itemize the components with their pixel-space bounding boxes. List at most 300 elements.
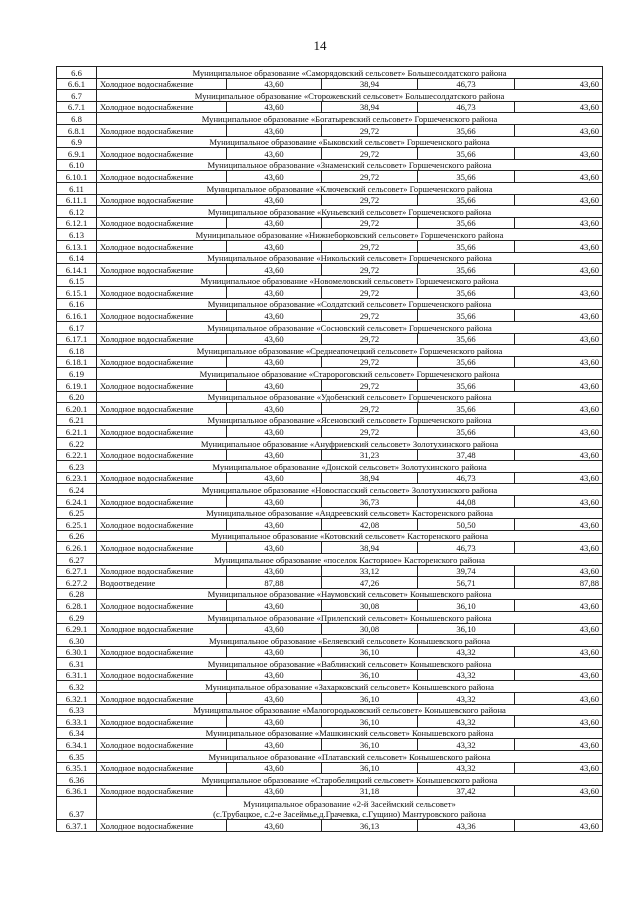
tariff-value-4: 87,88	[515, 577, 603, 589]
tariff-value-4: 43,60	[515, 565, 603, 577]
tariff-value-1: 43,60	[227, 820, 322, 832]
tariff-value-3: 35,66	[418, 403, 515, 415]
tariff-value-2: 29,72	[322, 124, 418, 136]
tariff-row	[57, 542, 603, 554]
tariff-value-4: 43,60	[515, 403, 603, 415]
row-number: 6.11	[57, 182, 97, 194]
service-name: Холодное водоснабжение	[97, 693, 227, 705]
municipality-name: Муниципальное образование «Быковский сельсовет» Горшеченского района	[97, 136, 603, 148]
municipality-row	[57, 588, 603, 600]
tariff-value-4: 43,60	[515, 739, 603, 751]
tariff-value-3: 43,32	[418, 762, 515, 774]
tariff-value-1: 43,60	[227, 101, 322, 113]
service-name: Холодное водоснабжение	[97, 472, 227, 484]
tariff-value-2: 31,23	[322, 449, 418, 461]
municipality-row	[57, 635, 603, 647]
tariff-value-1: 43,60	[227, 78, 322, 90]
tariff-value-1: 43,60	[227, 403, 322, 415]
tariff-value-1: 43,60	[227, 449, 322, 461]
tariff-value-1: 43,60	[227, 600, 322, 612]
municipality-name: Муниципальное образование «Ануфриевский сельсовет» Золотухинского района	[97, 438, 603, 450]
service-name: Холодное водоснабжение	[97, 542, 227, 554]
row-number: 6.32	[57, 681, 97, 693]
tariff-value-1: 43,60	[227, 519, 322, 531]
service-name: Холодное водоснабжение	[97, 785, 227, 797]
tariff-value-4: 43,60	[515, 194, 603, 206]
municipality-row	[57, 774, 603, 786]
tariff-value-3: 35,66	[418, 380, 515, 392]
row-number: 6.11.1	[57, 194, 97, 206]
municipality-row	[57, 345, 603, 357]
municipality-row	[57, 298, 603, 310]
tariff-value-1: 43,60	[227, 762, 322, 774]
tariff-value-3: 35,66	[418, 356, 515, 368]
row-number: 6.17	[57, 322, 97, 334]
tariff-value-1: 43,60	[227, 287, 322, 299]
row-number: 6.16.1	[57, 310, 97, 322]
row-number: 6.34.1	[57, 739, 97, 751]
row-number: 6.33	[57, 704, 97, 716]
page-number: 14	[313, 38, 327, 53]
tariff-value-1: 43,60	[227, 785, 322, 797]
row-number: 6.27.2	[57, 577, 97, 589]
service-name: Холодное водоснабжение	[97, 101, 227, 113]
row-number: 6.8	[57, 113, 97, 125]
tariff-value-2: 29,72	[322, 194, 418, 206]
service-name: Холодное водоснабжение	[97, 739, 227, 751]
tariff-value-4: 43,60	[515, 356, 603, 368]
tariff-value-3: 43,36	[418, 820, 515, 832]
municipality-name: Муниципальное образование «Старобелицкий сельсовет» Конышевского района	[97, 774, 603, 786]
tariff-row	[57, 762, 603, 774]
tariff-row	[57, 472, 603, 484]
tariff-row	[57, 217, 603, 229]
tariff-value-1: 43,60	[227, 716, 322, 728]
tariff-value-1: 43,60	[227, 739, 322, 751]
tariff-row	[57, 310, 603, 322]
tariff-value-2: 29,72	[322, 287, 418, 299]
municipality-row	[57, 797, 603, 820]
tariff-value-4: 43,60	[515, 310, 603, 322]
tariff-value-1: 43,60	[227, 171, 322, 183]
row-number: 6.10.1	[57, 171, 97, 183]
municipality-name: Муниципальное образование «Андреевский сельсовет» Касторенского района	[97, 507, 603, 519]
row-number: 6.7	[57, 90, 97, 102]
tariff-value-4: 43,60	[515, 148, 603, 160]
municipality-row	[57, 461, 603, 473]
tariff-value-4: 43,60	[515, 287, 603, 299]
service-name: Холодное водоснабжение	[97, 519, 227, 531]
tariff-row	[57, 565, 603, 577]
tariff-value-4: 43,60	[515, 171, 603, 183]
tariff-value-1: 87,88	[227, 577, 322, 589]
municipality-name: Муниципальное образование «Малогородьковский сельсовет» Конышевского района	[97, 704, 603, 716]
row-number: 6.34	[57, 727, 97, 739]
municipality-name: Муниципальное образование «Сторожевский сельсовет» Большесолдатского района	[97, 90, 603, 102]
municipality-row	[57, 275, 603, 287]
tariff-value-4: 43,60	[515, 217, 603, 229]
municipality-row	[57, 322, 603, 334]
row-number: 6.16	[57, 298, 97, 310]
municipality-name: Муниципальное образование «Знаменский сельсовет» Горшеченского района	[97, 159, 603, 171]
tariff-value-3: 35,66	[418, 148, 515, 160]
tariff-row	[57, 426, 603, 438]
service-name: Холодное водоснабжение	[97, 356, 227, 368]
row-number: 6.20	[57, 391, 97, 403]
tariff-value-3: 39,74	[418, 565, 515, 577]
row-number: 6.22.1	[57, 449, 97, 461]
tariff-value-4: 43,60	[515, 669, 603, 681]
municipality-row	[57, 368, 603, 380]
row-number: 6.27.1	[57, 565, 97, 577]
tariff-row	[57, 403, 603, 415]
tariff-value-2: 36,10	[322, 739, 418, 751]
tariff-value-4: 43,60	[515, 623, 603, 635]
tariff-value-2: 36,73	[322, 495, 418, 507]
tariff-value-3: 43,32	[418, 693, 515, 705]
municipality-row	[57, 90, 603, 102]
municipality-name	[97, 797, 603, 820]
tariff-value-1: 43,60	[227, 623, 322, 635]
municipality-row	[57, 611, 603, 623]
municipality-row	[57, 113, 603, 125]
row-number: 6.31	[57, 658, 97, 670]
tariff-value-2: 29,72	[322, 333, 418, 345]
municipality-name: Муниципальное образование «Саморядовский сельсовет» Большесолдатского района	[97, 67, 603, 79]
row-number: 6.17.1	[57, 333, 97, 345]
tariff-value-2: 29,72	[322, 171, 418, 183]
municipality-name: Муниципальное образование «Новомеловский сельсовет» Горшеченского района	[97, 275, 603, 287]
municipality-name: Муниципальное образование «Ясеновский сельсовет» Горшеченского района	[97, 414, 603, 426]
tariff-value-4: 43,60	[515, 785, 603, 797]
row-number: 6.14	[57, 252, 97, 264]
municipality-name: Муниципальное образование «Ваблинский сельсовет» Конышевского района	[97, 658, 603, 670]
tariff-value-3: 35,66	[418, 287, 515, 299]
row-number: 6.19.1	[57, 380, 97, 392]
municipality-name: Муниципальное образование «Захарковский сельсовет» Конышевского района	[97, 681, 603, 693]
tariff-value-3: 43,32	[418, 739, 515, 751]
tariff-row	[57, 287, 603, 299]
tariff-value-1: 43,60	[227, 693, 322, 705]
tariff-value-4: 43,60	[515, 600, 603, 612]
service-name: Холодное водоснабжение	[97, 646, 227, 658]
tariff-value-3: 46,73	[418, 542, 515, 554]
municipality-name-line1: Муниципальное образование «2-й Засеймский сельсовет»	[243, 799, 456, 810]
row-number: 6.24.1	[57, 495, 97, 507]
tariff-value-1: 43,60	[227, 542, 322, 554]
tariff-table	[56, 66, 603, 832]
municipality-name: Муниципальное образование «Сосновский сельсовет» Горшеченского района	[97, 322, 603, 334]
row-number: 6.15.1	[57, 287, 97, 299]
tariff-value-1: 43,60	[227, 380, 322, 392]
tariff-value-3: 35,66	[418, 240, 515, 252]
tariff-value-3: 37,48	[418, 449, 515, 461]
tariff-value-2: 31,18	[322, 785, 418, 797]
tariff-row	[57, 600, 603, 612]
tariff-value-4: 43,60	[515, 449, 603, 461]
municipality-name: Муниципальное образование «Платавский сельсовет» Конышевского района	[97, 751, 603, 763]
tariff-row	[57, 820, 603, 832]
tariff-value-3: 35,66	[418, 217, 515, 229]
row-number: 6.24	[57, 484, 97, 496]
row-number: 6.13.1	[57, 240, 97, 252]
tariff-value-2: 29,72	[322, 403, 418, 415]
tariff-value-2: 33,12	[322, 565, 418, 577]
tariff-value-4: 43,60	[515, 495, 603, 507]
municipality-row	[57, 229, 603, 241]
tariff-row	[57, 101, 603, 113]
municipality-name: Муниципальное образование «Беляевский сельсовет» Конышевского района	[97, 635, 603, 647]
tariff-row	[57, 380, 603, 392]
tariff-value-4: 43,60	[515, 124, 603, 136]
municipality-name: Муниципальное образование «Нижнеборковский сельсовет» Горшеченского района	[97, 229, 603, 241]
service-name: Холодное водоснабжение	[97, 171, 227, 183]
tariff-value-2: 30,08	[322, 623, 418, 635]
municipality-row	[57, 182, 603, 194]
municipality-row	[57, 136, 603, 148]
tariff-value-2: 36,10	[322, 693, 418, 705]
tariff-value-3: 35,66	[418, 124, 515, 136]
service-name: Холодное водоснабжение	[97, 623, 227, 635]
municipality-row	[57, 727, 603, 739]
municipality-name: Муниципальное образование «Котовский сельсовет» Касторенского района	[97, 530, 603, 542]
tariff-value-4: 43,60	[515, 101, 603, 113]
municipality-row	[57, 414, 603, 426]
tariff-row	[57, 171, 603, 183]
row-number: 6.37	[57, 797, 97, 820]
tariff-value-3: 43,32	[418, 716, 515, 728]
row-number: 6.6.1	[57, 78, 97, 90]
tariff-row	[57, 739, 603, 751]
tariff-value-4: 43,60	[515, 693, 603, 705]
service-name: Холодное водоснабжение	[97, 194, 227, 206]
tariff-value-1: 43,60	[227, 565, 322, 577]
tariff-value-4: 43,60	[515, 78, 603, 90]
tariff-value-3: 36,10	[418, 600, 515, 612]
municipality-row	[57, 507, 603, 519]
municipality-name: Муниципальное образование «Богатыревский сельсовет» Горшеченского района	[97, 113, 603, 125]
row-number: 6.37.1	[57, 820, 97, 832]
tariff-value-2: 47,26	[322, 577, 418, 589]
tariff-value-3: 35,66	[418, 264, 515, 276]
tariff-value-2: 38,94	[322, 542, 418, 554]
service-name: Холодное водоснабжение	[97, 287, 227, 299]
tariff-row	[57, 693, 603, 705]
service-name: Холодное водоснабжение	[97, 716, 227, 728]
municipality-name: Муниципальное образование «поселок Касторное» Касторенского района	[97, 553, 603, 565]
row-number: 6.23.1	[57, 472, 97, 484]
tariff-value-1: 43,60	[227, 264, 322, 276]
tariff-value-2: 29,72	[322, 380, 418, 392]
row-number: 6.8.1	[57, 124, 97, 136]
municipality-row	[57, 681, 603, 693]
row-number: 6.6	[57, 67, 97, 79]
municipality-row	[57, 484, 603, 496]
tariff-row	[57, 78, 603, 90]
service-name: Холодное водоснабжение	[97, 310, 227, 322]
tariff-value-1: 43,60	[227, 646, 322, 658]
tariff-row	[57, 646, 603, 658]
row-number: 6.36	[57, 774, 97, 786]
municipality-name: Муниципальное образование «Донской сельсовет» Золотухинского района	[97, 461, 603, 473]
row-number: 6.14.1	[57, 264, 97, 276]
tariff-value-2: 29,72	[322, 148, 418, 160]
tariff-row	[57, 519, 603, 531]
row-number: 6.7.1	[57, 101, 97, 113]
municipality-row	[57, 553, 603, 565]
tariff-row	[57, 240, 603, 252]
row-number: 6.9	[57, 136, 97, 148]
row-number: 6.28.1	[57, 600, 97, 612]
row-number: 6.22	[57, 438, 97, 450]
tariff-value-1: 43,60	[227, 495, 322, 507]
tariff-value-3: 36,10	[418, 623, 515, 635]
tariff-value-4: 43,60	[515, 472, 603, 484]
row-number: 6.15	[57, 275, 97, 287]
tariff-value-2: 36,10	[322, 669, 418, 681]
municipality-row	[57, 391, 603, 403]
row-number: 6.30	[57, 635, 97, 647]
tariff-value-2: 29,72	[322, 217, 418, 229]
tariff-row	[57, 124, 603, 136]
service-name: Холодное водоснабжение	[97, 124, 227, 136]
tariff-value-4: 43,60	[515, 240, 603, 252]
tariff-row	[57, 577, 603, 589]
tariff-row	[57, 669, 603, 681]
municipality-row	[57, 704, 603, 716]
row-number: 6.13	[57, 229, 97, 241]
tariff-value-2: 29,72	[322, 310, 418, 322]
row-number: 6.23	[57, 461, 97, 473]
service-name: Холодное водоснабжение	[97, 820, 227, 832]
tariff-value-2: 36,10	[322, 762, 418, 774]
row-number: 6.10	[57, 159, 97, 171]
tariff-value-2: 36,13	[322, 820, 418, 832]
row-number: 6.27	[57, 553, 97, 565]
municipality-name: Муниципальное образование «Машкинский сельсовет» Конышевского района	[97, 727, 603, 739]
municipality-row	[57, 751, 603, 763]
row-number: 6.21	[57, 414, 97, 426]
row-number: 6.26.1	[57, 542, 97, 554]
tariff-value-1: 43,60	[227, 472, 322, 484]
row-number: 6.20.1	[57, 403, 97, 415]
service-name: Холодное водоснабжение	[97, 148, 227, 160]
municipality-name: Муниципальное образование «Старороговский сельсовет» Горшеченского района	[97, 368, 603, 380]
tariff-value-2: 29,72	[322, 426, 418, 438]
tariff-value-3: 35,66	[418, 171, 515, 183]
municipality-row	[57, 67, 603, 79]
service-name: Холодное водоснабжение	[97, 762, 227, 774]
row-number: 6.18.1	[57, 356, 97, 368]
tariff-row	[57, 495, 603, 507]
tariff-value-2: 29,72	[322, 356, 418, 368]
row-number: 6.12.1	[57, 217, 97, 229]
tariff-value-4: 43,60	[515, 542, 603, 554]
tariff-value-1: 43,60	[227, 333, 322, 345]
service-name: Холодное водоснабжение	[97, 669, 227, 681]
municipality-name: Муниципальное образование «Среднеапочецкий сельсовет» Горшеченского района	[97, 345, 603, 357]
row-number: 6.25	[57, 507, 97, 519]
tariff-row	[57, 356, 603, 368]
tariff-value-1: 43,60	[227, 217, 322, 229]
tariff-value-4: 43,60	[515, 646, 603, 658]
tariff-value-2: 38,94	[322, 101, 418, 113]
service-name: Холодное водоснабжение	[97, 240, 227, 252]
tariff-value-3: 46,73	[418, 101, 515, 113]
row-number: 6.35	[57, 751, 97, 763]
municipality-name: Муниципальное образование «Ключевский сельсовет» Горшеченского района	[97, 182, 603, 194]
tariff-value-3: 43,32	[418, 669, 515, 681]
service-name: Водоотведение	[97, 577, 227, 589]
tariff-value-2: 29,72	[322, 264, 418, 276]
row-number: 6.29	[57, 611, 97, 623]
tariff-value-3: 50,50	[418, 519, 515, 531]
tariff-value-2: 36,10	[322, 716, 418, 728]
service-name: Холодное водоснабжение	[97, 495, 227, 507]
tariff-value-1: 43,60	[227, 310, 322, 322]
tariff-row	[57, 148, 603, 160]
tariff-row	[57, 623, 603, 635]
row-number: 6.31.1	[57, 669, 97, 681]
row-number: 6.32.1	[57, 693, 97, 705]
tariff-value-3: 44,08	[418, 495, 515, 507]
service-name: Холодное водоснабжение	[97, 449, 227, 461]
tariff-value-4: 43,60	[515, 820, 603, 832]
municipality-name: Муниципальное образование «Новоспасский сельсовет» Золотухинского района	[97, 484, 603, 496]
tariff-value-4: 43,60	[515, 264, 603, 276]
municipality-name-line2: (с.Трубацкое, с.2-е Засеймье,д.Грачевка, с.Гущино) Мантуровского района	[213, 809, 486, 820]
tariff-value-2: 38,94	[322, 472, 418, 484]
municipality-row	[57, 658, 603, 670]
municipality-row	[57, 159, 603, 171]
tariff-value-4: 43,60	[515, 333, 603, 345]
tariff-value-1: 43,60	[227, 426, 322, 438]
tariff-value-3: 35,66	[418, 194, 515, 206]
service-name: Холодное водоснабжение	[97, 217, 227, 229]
tariff-value-1: 43,60	[227, 356, 322, 368]
municipality-row	[57, 438, 603, 450]
row-number: 6.30.1	[57, 646, 97, 658]
service-name: Холодное водоснабжение	[97, 380, 227, 392]
tariff-value-3: 46,73	[418, 472, 515, 484]
tariff-value-4: 43,60	[515, 426, 603, 438]
row-number: 6.12	[57, 206, 97, 218]
tariff-row	[57, 449, 603, 461]
tariff-row	[57, 264, 603, 276]
row-number: 6.36.1	[57, 785, 97, 797]
tariff-value-3: 35,66	[418, 333, 515, 345]
service-name: Холодное водоснабжение	[97, 264, 227, 276]
tariff-value-1: 43,60	[227, 240, 322, 252]
tariff-row	[57, 785, 603, 797]
municipality-name: Муниципальное образование «Прилепский сельсовет» Конышевского района	[97, 611, 603, 623]
tariff-value-2: 42,08	[322, 519, 418, 531]
row-number: 6.9.1	[57, 148, 97, 160]
tariff-value-4: 43,60	[515, 380, 603, 392]
tariff-value-3: 35,66	[418, 426, 515, 438]
row-number: 6.29.1	[57, 623, 97, 635]
service-name: Холодное водоснабжение	[97, 426, 227, 438]
tariff-value-1: 43,60	[227, 669, 322, 681]
row-number: 6.18	[57, 345, 97, 357]
service-name: Холодное водоснабжение	[97, 333, 227, 345]
row-number: 6.21.1	[57, 426, 97, 438]
municipality-row	[57, 252, 603, 264]
tariff-value-3: 43,32	[418, 646, 515, 658]
tariff-value-3: 37,42	[418, 785, 515, 797]
service-name: Холодное водоснабжение	[97, 565, 227, 577]
row-number: 6.35.1	[57, 762, 97, 774]
